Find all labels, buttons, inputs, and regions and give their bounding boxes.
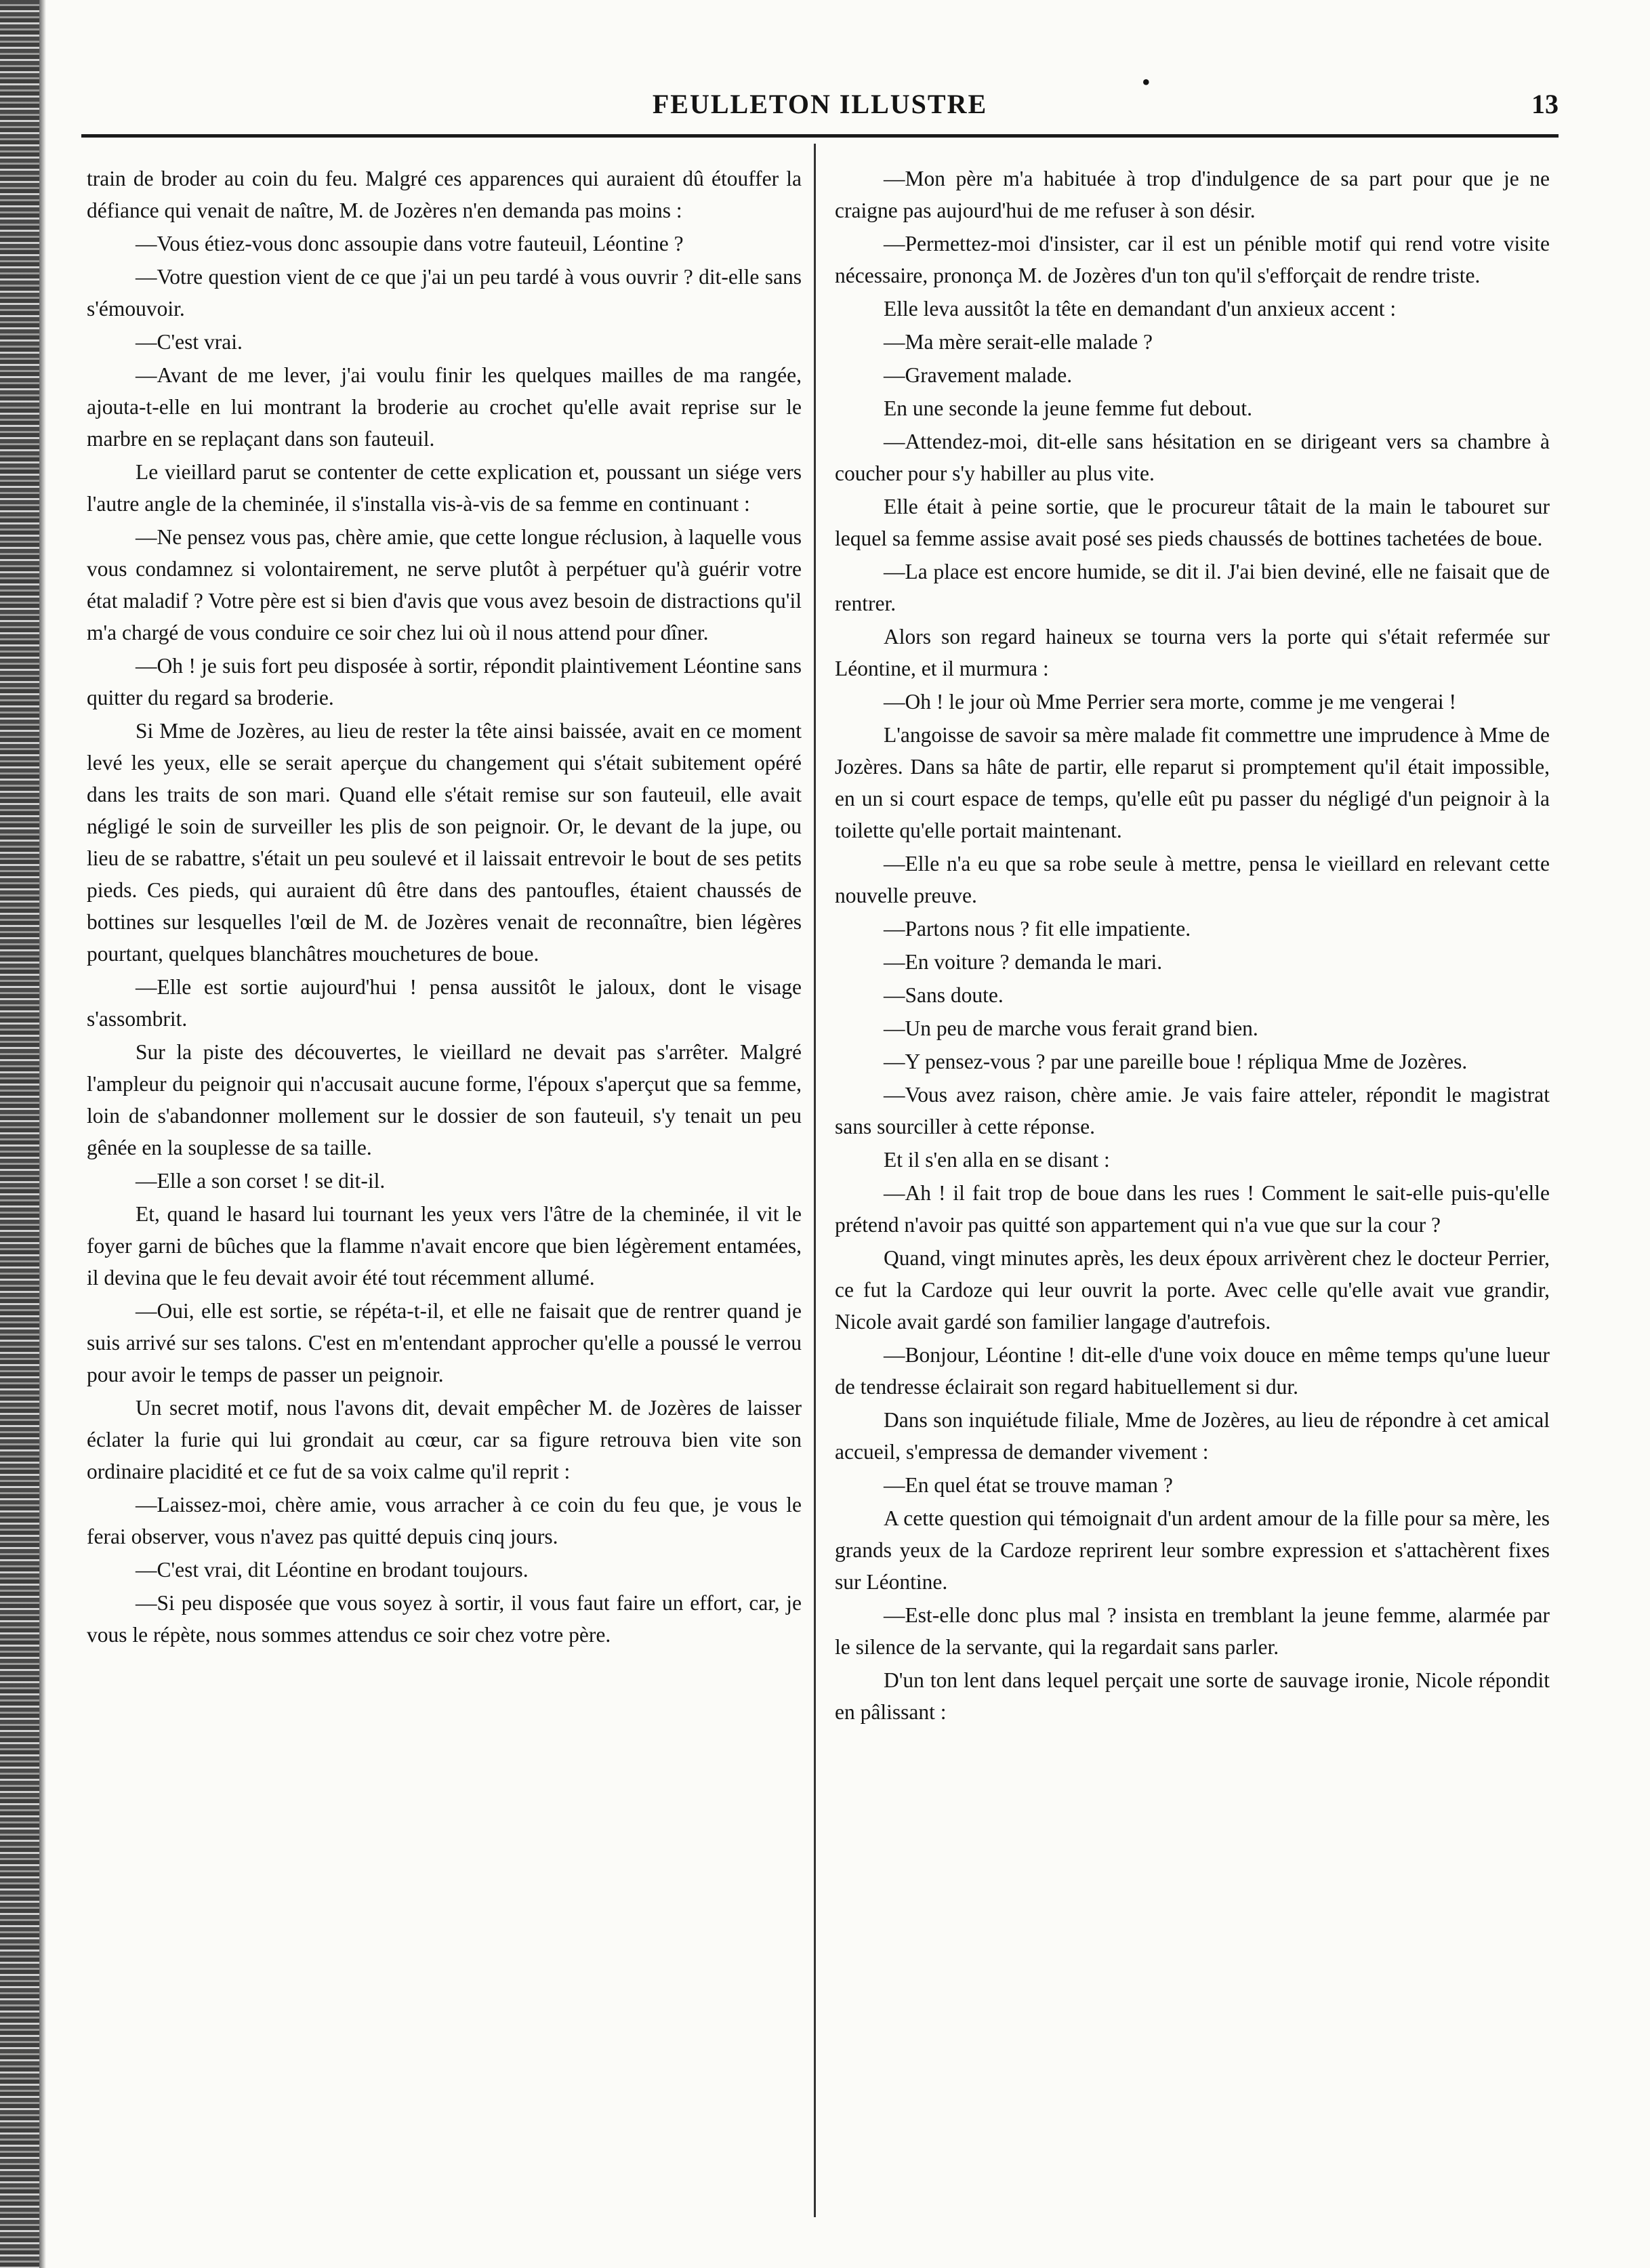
page-header (81, 68, 1559, 136)
paragraph: —Ne pensez vous pas, chère amie, que cette longue réclusion, à laquelle vous vous condamnez si volontairement, ne serve plutôt à perpétuer qu'à guérir votre état maladif ? Votre père est si bien d'avis que vous avez besoin de distractions qu'il m'a chargé de vous conduire ce soir chez lui où il nous attend pour dîner. (87, 525, 802, 644)
paragraph: —Gravement malade. (884, 363, 1073, 387)
paragraph: —Votre question vient de ce que j'ai un peu tardé à vous ouvrir ? dit-elle sans s'émouvoir. (87, 265, 802, 321)
print-mark: • (1142, 68, 1151, 96)
paragraph: L'angoisse de savoir sa mère malade fit commettre une imprudence à Mme de Jozères. Dans sa hâte de partir, elle reparut si promptement qu'il était impossible, en un si court espace de temps, qu'elle eût pu passer du négligé d'un peignoir à la toilette qu'elle portait maintenant. (835, 723, 1550, 842)
paragraph: Un secret motif, nous l'avons dit, devait empêcher M. de Jozères de laisser éclater la furie qui lui grondait au cœur, car sa figure retrouva bien vite son ordinaire placidité et ce fut de sa voix calme qu'il reprit : (87, 1396, 802, 1483)
paragraph: —Vous étiez-vous donc assoupie dans votre fauteuil, Léontine ? (136, 232, 684, 255)
paragraph: —Ma mère serait-elle malade ? (884, 330, 1153, 354)
paragraph: —Ah ! il fait trop de boue dans les rues ! Comment le sait-elle puis-qu'elle prétend n'avoir pas quitté son appartement qui n'a vue que sur la cour ? (835, 1181, 1550, 1237)
paragraph: Si Mme de Jozères, au lieu de rester la tête ainsi baissée, avait en ce moment levé les yeux, elle se serait aperçue du changement qui s'était subitement opéré dans les traits de son mari. Quand elle s'était remise sur son fauteuil, elle avait négligé le soin de surveiller les plis de son peignoir. Or, le devant de la jupe, ou lieu de se rabattre, s'était un peu soulevé et il laissait entrevoir le bout de ses petits pieds. Ces pieds, qui auraient dû être dans des pantoufles, étaient chaussés de bottines sur lesquelles l'œil de M. de Jozères venait de reconnaître, bien légères pourtant, quelques blanchâtres mouchetures de boue. (87, 719, 802, 966)
right-column (835, 163, 1550, 1729)
paragraph: —En voiture ? demanda le mari. (884, 950, 1163, 974)
paragraph: Elle leva aussitôt la tête en demandant d'un anxieux accent : (884, 297, 1397, 321)
paragraph: —Avant de me lever, j'ai voulu finir les quelques mailles de ma rangée, ajouta-t-elle en lui montrant la broderie au crochet qu'elle avait reprise sur le marbre en se replaçant dans son fauteuil. (87, 363, 802, 451)
paragraph: —Si peu disposée que vous soyez à sortir, il vous faut faire un effort, car, je vous le répète, nous sommes attendus ce soir chez votre père. (87, 1591, 802, 1647)
page-number: 13 (1531, 89, 1559, 119)
header-rule (81, 134, 1559, 138)
paragraph: —La place est encore humide, se dit il. J'ai bien deviné, elle ne faisait que de rentrer. (835, 560, 1550, 615)
paragraph: —Elle a son corset ! se dit-il. (136, 1169, 386, 1193)
paragraph: —En quel état se trouve maman ? (884, 1473, 1173, 1497)
paragraph: —C'est vrai, dit Léontine en brodant toujours. (136, 1558, 529, 1582)
paragraph: Elle était à peine sortie, que le procureur tâtait de la main le tabouret sur lequel sa femme assise avait posé ses pieds chaussés de bottines tachetées de boue. (835, 495, 1550, 550)
paragraph: —Vous avez raison, chère amie. Je vais faire atteler, répondit le magistrat sans sourciller à cette réponse. (835, 1083, 1550, 1138)
book-binding-edge (0, 0, 39, 2268)
paragraph: —Oui, elle est sortie, se répéta-t-il, et elle ne faisait que de rentrer quand je suis arrivé sur ses talons. C'est en m'entendant approcher qu'elle a poussé le verrou pour avoir le temps de passer un peignoir. (87, 1299, 802, 1386)
paragraph: —C'est vrai. (136, 330, 243, 354)
paragraph: —Partons nous ? fit elle impatiente. (884, 917, 1191, 941)
paragraph: —Oh ! le jour où Mme Perrier sera morte, comme je me vengerai ! (884, 690, 1456, 714)
paragraph: En une seconde la jeune femme fut debout. (884, 396, 1253, 420)
paragraph: —Attendez-moi, dit-elle sans hésitation en se dirigeant vers sa chambre à coucher pour s'y habiller au plus vite. (835, 430, 1550, 485)
paragraph: —Elle n'a eu que sa robe seule à mettre, pensa le vieillard en relevant cette nouvelle preuve. (835, 852, 1550, 907)
left-column (87, 163, 802, 1652)
paragraph: —Laissez-moi, chère amie, vous arracher à ce coin du feu que, je vous le ferai observer, vous n'avez pas quitté depuis cinq jours. (87, 1493, 802, 1548)
paragraph: —Oh ! je suis fort peu disposée à sortir, répondit plaintivement Léontine sans quitter du regard sa broderie. (87, 654, 802, 709)
paragraph: —Bonjour, Léontine ! dit-elle d'une voix douce en même temps qu'une lueur de tendresse éclairait son regard habituellement si dur. (835, 1343, 1550, 1399)
paragraph: —Un peu de marche vous ferait grand bien. (884, 1016, 1258, 1040)
paragraph: —Est-elle donc plus mal ? insista en tremblant la jeune femme, alarmée par le silence de la servante, qui la regardait sans parler. (835, 1603, 1550, 1659)
paragraph: Alors son regard haineux se tourna vers la porte qui s'était refermée sur Léontine, et il murmura : (835, 625, 1550, 680)
running-title: FEULLETON ILLUSTRE (652, 89, 988, 119)
paragraph: Quand, vingt minutes après, les deux époux arrivèrent chez le docteur Perrier, ce fut la Cardoze qui leur ouvrit la porte. Avec celle qu'elle avait vue grandir, Nicole avait gardé son familier langage d'autrefois. (835, 1246, 1550, 1334)
paragraph: Sur la piste des découvertes, le vieillard ne devait pas s'arrêter. Malgré l'ampleur du peignoir qui n'accusait aucune forme, l'époux s'aperçut que sa femme, loin de s'abandonner mollement sur le dossier de son fauteuil, s'y tenait un peu gênée en la souplesse de sa taille. (87, 1040, 802, 1159)
paragraph: —Elle est sortie aujourd'hui ! pensa aussitôt le jaloux, dont le visage s'assombrit. (87, 975, 802, 1031)
paragraph: —Mon père m'a habituée à trop d'indulgence de sa part pour que je ne craigne pas aujourd'hui de me refuser à son désir. (835, 167, 1550, 222)
paragraph: train de broder au coin du feu. Malgré ces apparences qui auraient dû étouffer la défiance qui venait de naître, M. de Jozères n'en demanda pas moins : (87, 167, 802, 222)
paragraph: Dans son inquiétude filiale, Mme de Jozères, au lieu de répondre à cet amical accueil, s'empressa de demander vivement : (835, 1408, 1550, 1464)
column-divider (814, 144, 816, 2217)
paragraph: Et il s'en alla en se disant : (884, 1148, 1110, 1172)
paragraph: D'un ton lent dans lequel perçait une sorte de sauvage ironie, Nicole répondit en pâlissant : (835, 1668, 1550, 1724)
paragraph: A cette question qui témoignait d'un ardent amour de la fille pour sa mère, les grands yeux de la Cardoze reprirent leur sombre expression et s'attachèrent fixes sur Léontine. (835, 1506, 1550, 1594)
paragraph: —Permettez-moi d'insister, car il est un pénible motif qui rend votre visite nécessaire, prononça M. de Jozères d'un ton qu'il s'efforçait de rendre triste. (835, 232, 1550, 287)
paragraph: Et, quand le hasard lui tournant les yeux vers l'âtre de la cheminée, il vit le foyer garni de bûches que la flamme n'avait encore que bien légèrement entamées, il devina que le feu devait avoir été tout récemment allumé. (87, 1202, 802, 1290)
binding-shadow (39, 0, 46, 2268)
paragraph: —Y pensez-vous ? par une pareille boue ! répliqua Mme de Jozères. (884, 1050, 1468, 1073)
paragraph: —Sans doute. (884, 983, 1004, 1007)
paragraph: Le vieillard parut se contenter de cette explication et, poussant un siége vers l'autre angle de la cheminée, il s'installa vis-à-vis de sa femme en continuant : (87, 460, 802, 516)
